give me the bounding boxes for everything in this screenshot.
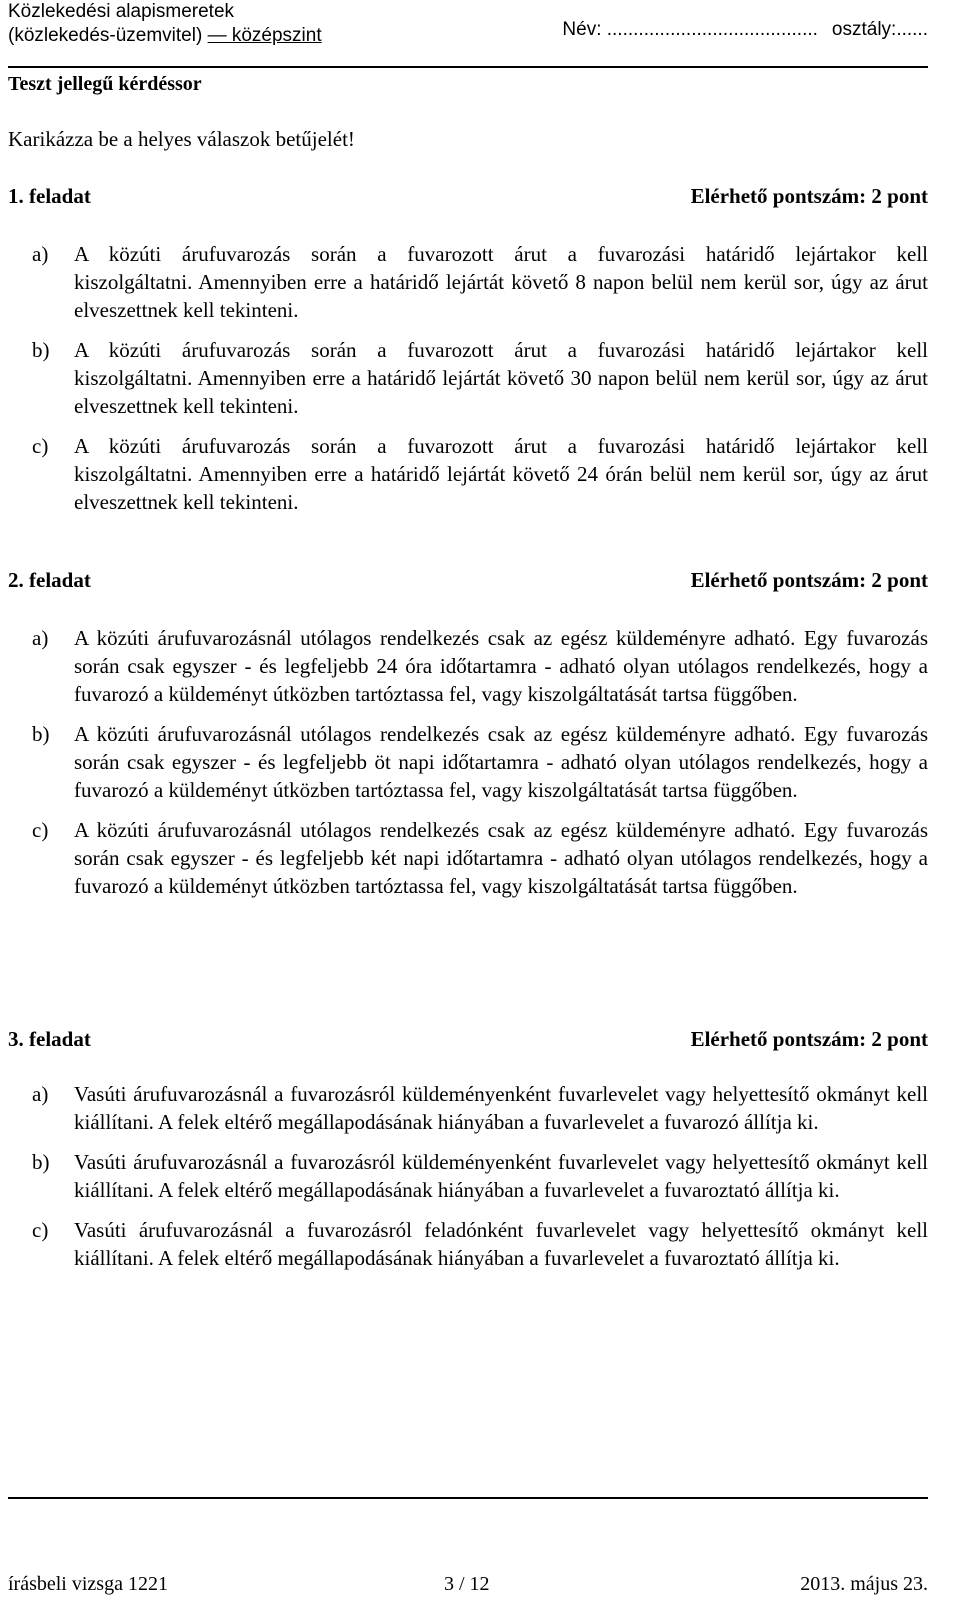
task-number: 3. feladat [8, 1027, 91, 1051]
answer-option-a[interactable] [8, 624, 928, 708]
task-3-options [8, 1080, 928, 1272]
task-number: 1. feladat [8, 184, 91, 208]
answer-option-c-block[interactable] [8, 432, 928, 516]
instruction-text: Karikázza be a helyes válaszok betűjelét! [8, 127, 355, 151]
option-b-rest: kiszolgáltatni. Amennyiben erre a határidő lejártát követő 30 napon belül nem kerül sor, úgy az árut elveszettnek kell tekinteni. [74, 366, 928, 418]
answer-option-c[interactable] [8, 1216, 928, 1272]
subject-subtitle [8, 24, 322, 48]
student-fields [562, 18, 928, 42]
subject-title: Közlekedési alapismeretek [8, 1, 235, 22]
task-2-options [8, 624, 928, 900]
option-text: A közúti árufuvarozásnál utólagos rendelkezés csak az egész küldeményre adható. Egy fuvarozás során csak egyszer - és legfeljebb öt napi időtartamra - adható olyan utólagos rendelkezés, hogy a fuvarozó a küldeményt útközben tartóztassa fel, vagy kiszolgáltatását tartsa függőben. [74, 722, 928, 802]
task-header [8, 1025, 928, 1053]
name-field[interactable]: Név: ........................................ [562, 19, 818, 40]
option-b-first: A közúti árufuvarozás során a fuvarozott árut a fuvarozási határidő lejártakor kell [74, 338, 928, 362]
task-number: 2. feladat [8, 568, 91, 592]
answer-option-a[interactable] [8, 1080, 928, 1136]
answer-option-b[interactable] [8, 1148, 928, 1204]
subject-level: — középszint [207, 25, 322, 46]
subject-specialty: (közlekedés-üzemvitel) [8, 25, 208, 46]
option-letter-c[interactable]: c) [32, 434, 49, 458]
option-c-line1 [8, 432, 928, 460]
option-a-rest: kiszolgáltatni. Amennyiben erre a határidő lejártát követő 8 napon belül nem kerül sor, úgy az árut elveszettnek kell tekinteni. [74, 270, 928, 322]
task-points: Elérhető pontszám: 2 pont [690, 1027, 928, 1051]
option-letter-b[interactable]: b) [32, 338, 50, 362]
answer-option-c[interactable] [8, 816, 928, 900]
option-letter-a[interactable]: a) [32, 242, 49, 266]
option-text: A közúti árufuvarozásnál utólagos rendelkezés csak az egész küldeményre adható. Egy fuvarozás során csak egyszer - és legfeljebb 24 óra időtartamra - adható olyan utólagos rendelkezés, hogy a fuvarozó a küldeményt útközben tartóztassa fel, vagy kiszolgáltatását tartsa függőben. [74, 626, 928, 706]
task-points: Elérhető pontszám: 2 pont [690, 568, 928, 592]
task-points: Elérhető pontszám: 2 pont [690, 184, 928, 208]
page-header [8, 0, 928, 68]
task-header [8, 566, 928, 594]
option-a-line1 [8, 240, 928, 268]
answer-option-a-block[interactable] [8, 240, 928, 324]
option-letter-c[interactable]: c) [32, 818, 49, 842]
answer-option-b-block[interactable] [8, 336, 928, 420]
page-footer [8, 1497, 928, 1619]
exam-date: 2013. május 23. [800, 1573, 928, 1595]
exam-code: írásbeli vizsga 1221 [8, 1573, 168, 1595]
class-field[interactable]: osztály:...... [831, 19, 928, 40]
task-header [8, 182, 928, 210]
document-page [8, 0, 928, 1617]
option-text: Vasúti árufuvarozásnál a fuvarozásról feladónként fuvarlevelet vagy helyettesítő okmányt kell kiállítani. A felek eltérő megállapodásának hiányában a fuvarlevelet a fuvaroztató állítja ki. [74, 1218, 928, 1270]
option-a-first: A közúti árufuvarozás során a fuvarozott árut a fuvarozási határidő lejártakor kell [74, 242, 928, 266]
option-text: Vasúti árufuvarozásnál a fuvarozásról küldeményenként fuvarlevelet vagy helyettesítő okmányt kell kiállítani. A felek eltérő megállapodásának hiányában a fuvarlevelet a fuvaroztató állítja ki. [74, 1150, 928, 1202]
option-letter-b[interactable]: b) [32, 722, 50, 746]
task-1-options [8, 240, 928, 516]
answer-option-b[interactable] [8, 720, 928, 804]
option-b-line1 [8, 336, 928, 364]
option-letter-a[interactable]: a) [32, 1082, 49, 1106]
task-2 [8, 566, 928, 594]
section-title: Teszt jellegű kérdéssor [8, 73, 202, 95]
page-number: 3 / 12 [444, 1573, 490, 1595]
task-3 [8, 1025, 928, 1053]
option-c-first: A közúti árufuvarozás során a fuvarozott árut a fuvarozási határidő lejártakor kell [74, 434, 928, 458]
option-text: A közúti árufuvarozásnál utólagos rendelkezés csak az egész küldeményre adható. Egy fuvarozás során csak egyszer - és legfeljebb két napi időtartamra - adható olyan utólagos rendelkezés, hogy a fuvarozó a küldeményt útközben tartóztassa fel, vagy kiszolgáltatását tartsa függőben. [74, 818, 928, 898]
option-text: Vasúti árufuvarozásnál a fuvarozásról küldeményenként fuvarlevelet vagy helyettesítő okmányt kell kiállítani. A felek eltérő megállapodásának hiányában a fuvarlevelet a fuvarozó állítja ki. [74, 1082, 928, 1134]
task-1 [8, 182, 928, 210]
option-c-rest: kiszolgáltatni. Amennyiben erre a határidő lejártát követő 24 órán belül nem kerül sor, úgy az árut elveszettnek kell tekinteni. [74, 462, 928, 514]
option-letter-b[interactable]: b) [32, 1150, 50, 1174]
option-letter-c[interactable]: c) [32, 1218, 49, 1242]
option-letter-a[interactable]: a) [32, 626, 49, 650]
subject-block [8, 0, 322, 48]
